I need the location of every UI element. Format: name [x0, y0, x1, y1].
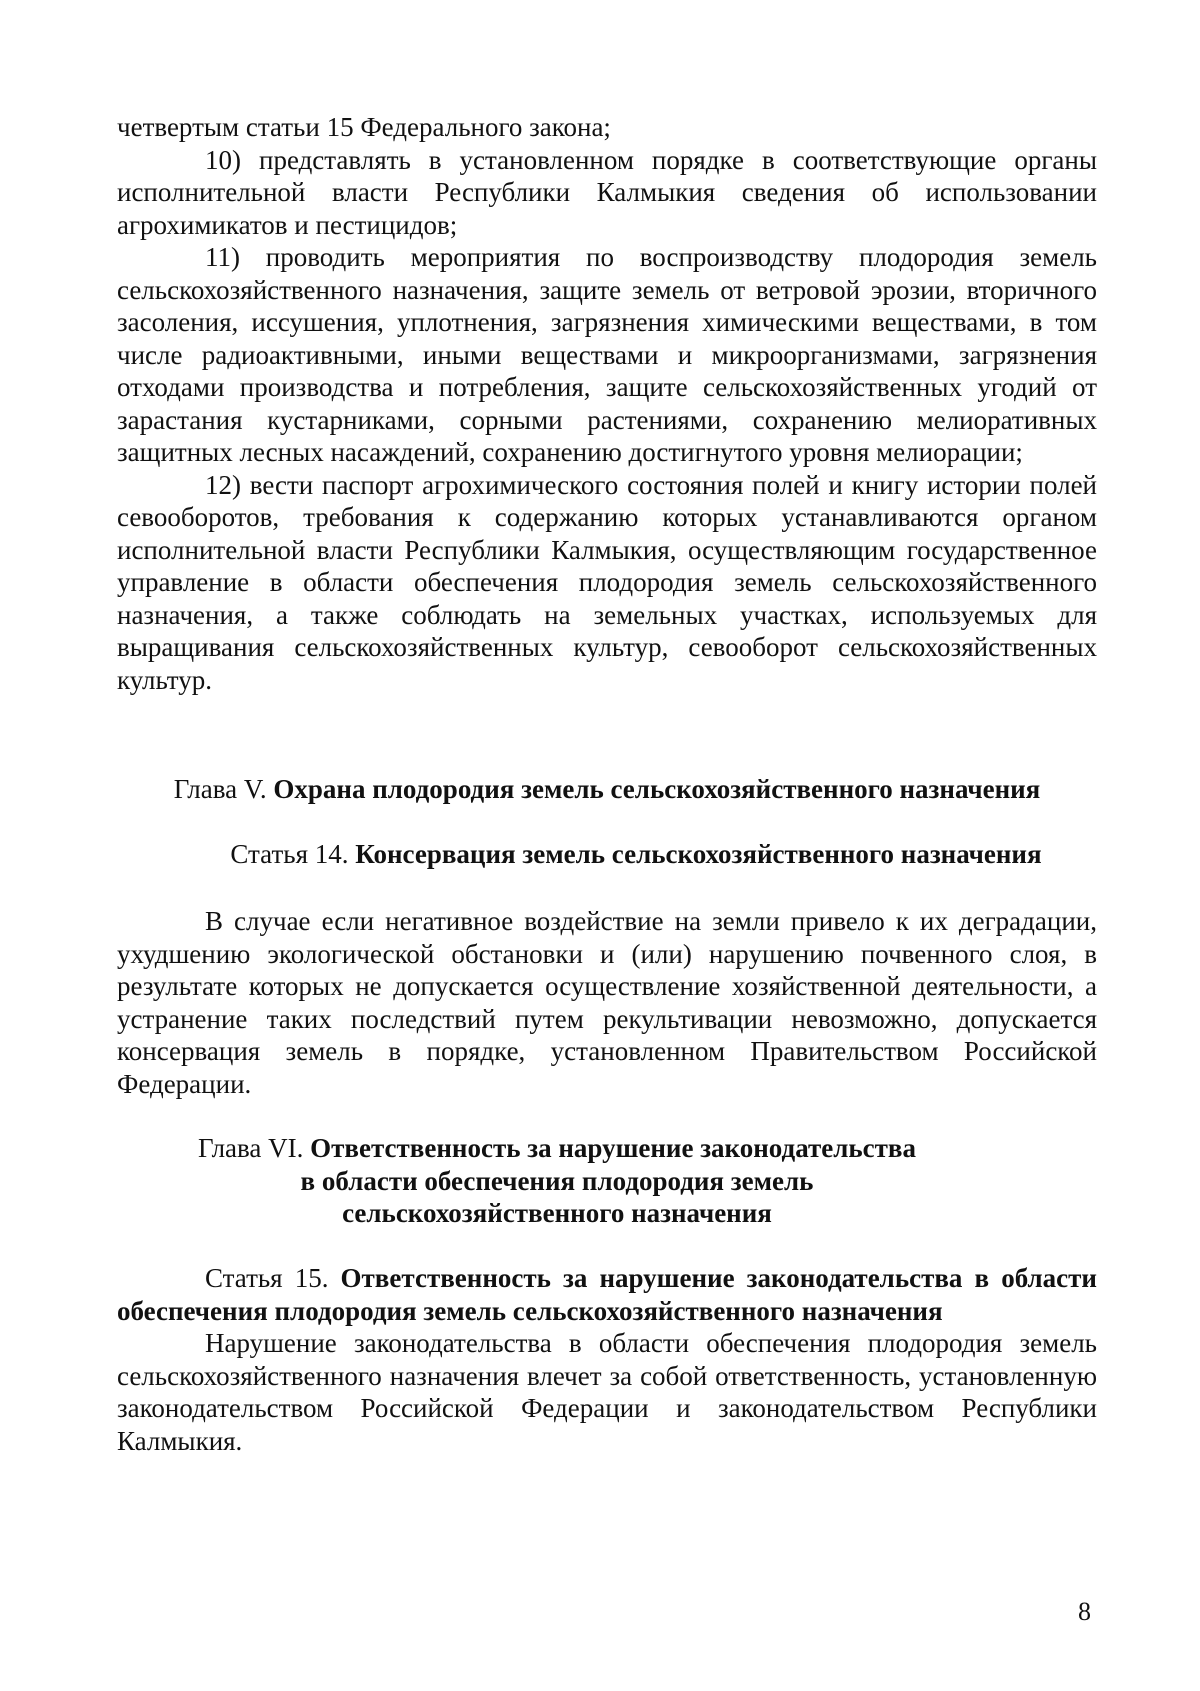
list-item-11: 11) проводить мероприятия по воспроизводству плодородия земель сельскохозяйственного назначения, защите земель от ветровой эрозии, вторичного засоления, иссушения, уплотнения, загрязнения химическими веществами, в том числе радиоактивными, иными веществами и микроорганизмами, загрязнения отходами производства и потребления, защите сельскохозяйственных угодий от зарастания кустарниками, сорными растениями, сохранению мелиоративных защитных лесных насаждений, сохранению достигнутого уровня мелиорации; [117, 242, 1097, 467]
intro-line: четвертым статьи 15 Федерального закона; [117, 112, 611, 142]
article-14-title: Консервация земель сельскохозяйственного назначения [355, 839, 1042, 869]
chapter-5-heading [117, 773, 1097, 806]
intro-paragraphs [117, 111, 1097, 696]
chapter-6-title-line3: сельскохозяйственного назначения [342, 1198, 772, 1228]
article-15-block [117, 1262, 1097, 1457]
chapter-6-title-line1: Ответственность за нарушение законодательства [310, 1133, 916, 1163]
chapter-6-line1 [117, 1132, 997, 1165]
chapter-5-title: Охрана плодородия земель сельскохозяйственного назначения [273, 774, 1041, 804]
article-14-body-block [117, 905, 1097, 1100]
article-15-title: Ответственность за нарушение законодательства в области обеспечения плодородия земель сельскохозяйственного назначения [117, 1263, 1097, 1326]
article-15-body: Нарушение законодательства в области обеспечения плодородия земель сельскохозяйственного назначения влечет за собой ответственность, установленную законодательством Российской Федерации и законодательством Республики Калмыкия. [117, 1328, 1097, 1456]
chapter-6-line2 [117, 1165, 997, 1198]
page-number: 8 [1078, 1597, 1091, 1626]
article-14-prefix: Статья 14. [230, 839, 356, 869]
chapter-6-title-line2: в области обеспечения плодородия земель [300, 1165, 814, 1196]
chapter-5-prefix: Глава V. [173, 774, 274, 804]
chapter-6-heading [117, 1132, 997, 1230]
article-15-prefix: Статья 15. [205, 1263, 341, 1293]
article-14-body: В случае если негативное воздействие на земли привело к их деградации, ухудшению экологической обстановки и (или) нарушению почвенного слоя, в результате которых не допускается осуществление хозяйственной деятельности, а устранение таких последствий путем рекультивации невозможно, допускается консервация земель в порядке, установленном Правительством Российской Федерации. [117, 906, 1097, 1099]
chapter-6-line3 [117, 1197, 997, 1230]
list-item-12: 12) вести паспорт агрохимического состояния полей и книгу истории полей севооборотов, требования к содержанию которых устанавливаются органом исполнительной власти Республики Калмыкия, осуществляющим государственное управление в области обеспечения плодородия земель сельскохозяйственного назначения, а также соблюдать на земельных участках, используемых для выращивания сельскохозяйственных культур, севооборот сельскохозяйственных культур. [117, 469, 1097, 695]
list-item-10: 10) представлять в установленном порядке в соответствующие органы исполнительной власти Республики Калмыкия сведения об использовании агрохимикатов и пестицидов; [117, 144, 1097, 240]
article-14-heading [175, 838, 1097, 871]
article-15-heading [117, 1262, 1097, 1327]
chapter-6-prefix: Глава VI. [197, 1133, 311, 1163]
